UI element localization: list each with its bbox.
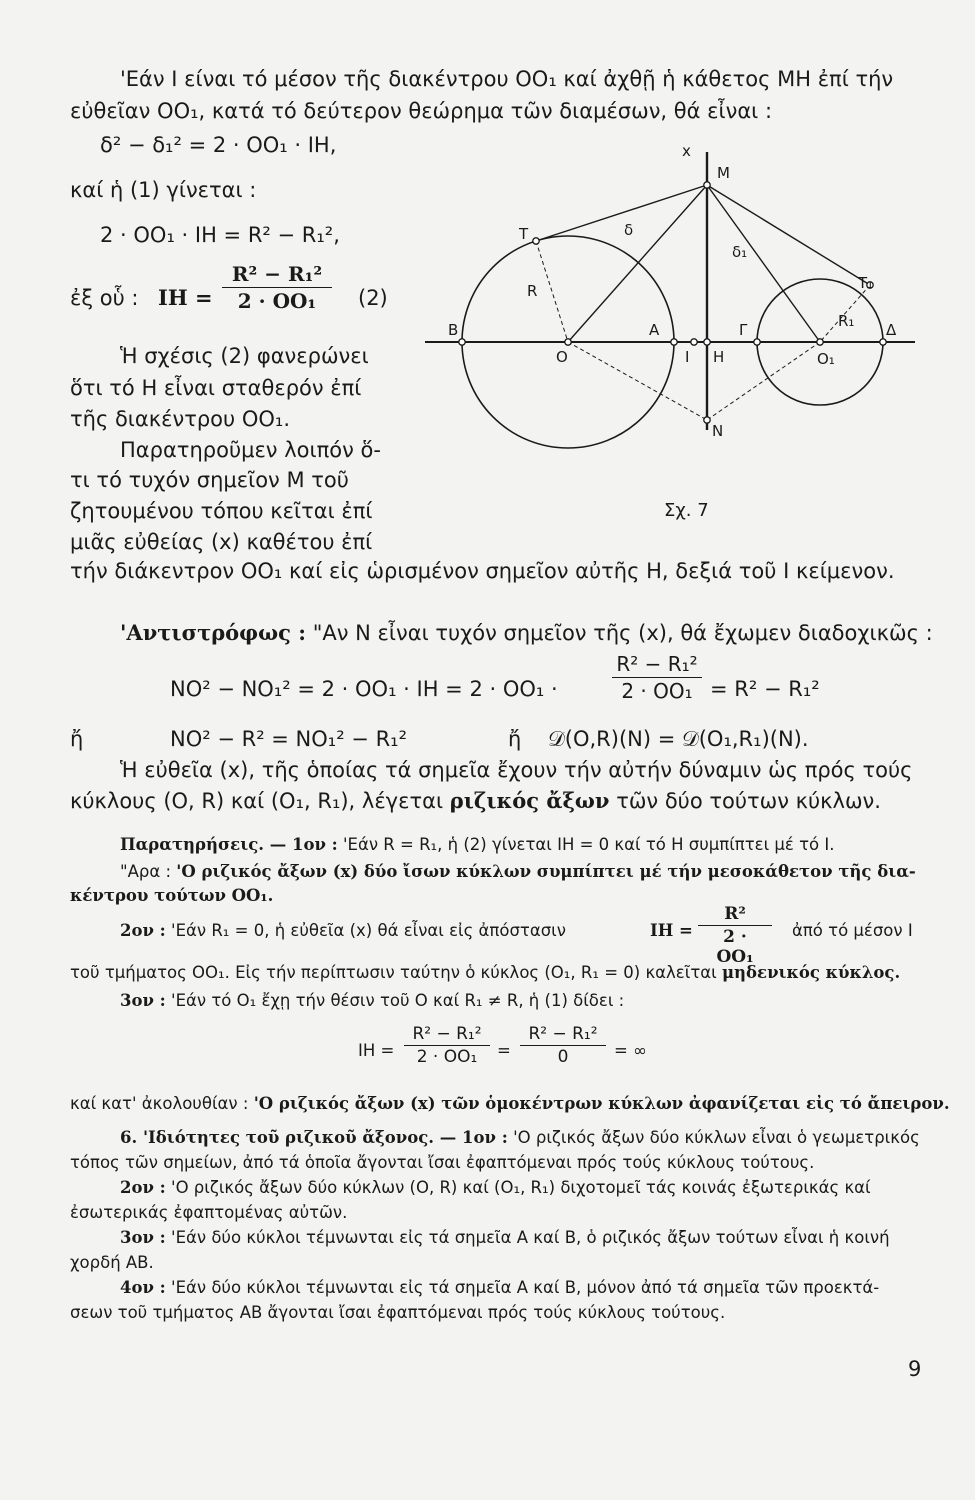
label-A: A: [649, 321, 660, 339]
equation-lhs: ΙΗ =: [158, 285, 213, 310]
equation-tag: (2): [358, 286, 388, 310]
fraction-bar: [222, 287, 332, 288]
equation: ΝΟ² − R² = ΝΟ₁² − R₁²: [170, 727, 408, 751]
point-N: [704, 417, 710, 423]
text-line: [70, 1093, 950, 1115]
fraction-denominator: 0: [557, 1047, 569, 1067]
fraction-numerator: R² − R₁²: [616, 652, 698, 676]
text-line: [120, 861, 916, 883]
fraction-numerator: R²: [724, 904, 746, 924]
equation-sign: =: [497, 1041, 511, 1060]
text-line: ἤ: [508, 727, 522, 751]
page-number: 9: [908, 1357, 922, 1381]
label-I: I: [685, 348, 690, 366]
label-O: O: [556, 348, 568, 366]
text-line: [120, 1177, 871, 1199]
text-line: τῆς διακέντρου ΟΟ₁.: [70, 407, 291, 431]
label-T: T: [519, 225, 529, 243]
fraction: [222, 262, 332, 313]
text-line: ἐξ οὗ :: [70, 286, 139, 310]
text-line: ἀπό τό μέσον Ι: [792, 921, 913, 940]
text-span: 'Ο ριζικός ἄξων δύο κύκλων (Ο, R) καί (Ο₁, R₁) διχοτομεῖ τάς κοινάς ἐξωτερικάς καί: [171, 1178, 871, 1197]
equation: = ∞: [614, 1041, 647, 1060]
text-line: [120, 1227, 890, 1249]
text-span: κύκλους (Ο, R) καί (Ο₁, R₁), λέγεται: [70, 789, 444, 813]
text-line: 'Εάν Ι είναι τό μέσον τῆς διακέντρου ΟΟ₁ καί ἀχθῇ ἡ κάθετος ΜΗ ἐπί τήν: [120, 67, 894, 91]
text-line: [120, 1127, 920, 1149]
text-line: εὐθεῖαν ΟΟ₁, κατά τό δεύτερον θεώρημα τῶν διαμέσων, θά εἶναι :: [70, 99, 773, 123]
point-D: [880, 339, 886, 345]
term-null-circle: μηδενικός κύκλος.: [721, 963, 901, 982]
fraction: [698, 904, 772, 967]
equation: ΝΟ² − ΝΟ₁² = 2 · ΟΟ₁ · ΙΗ = 2 · ΟΟ₁ ·: [170, 677, 558, 701]
text-line: καί ἡ (1) γίνεται :: [70, 178, 257, 202]
text-line: ἐσωτερικάς ἐφαπτομένας αὐτῶν.: [70, 1203, 348, 1222]
point-A: [671, 339, 677, 345]
fraction-denominator: 2 · ΟΟ₁: [621, 679, 693, 703]
text-line: τήν διάκεντρον ΟΟ₁ καί εἰς ὡρισμένον σημεῖον αὐτῆς Η, δεξιά τοῦ Ι κείμενον.: [70, 559, 895, 583]
text-line: ὅτι τό Η εἶναι σταθερόν ἐπί: [70, 376, 362, 400]
label-O1: O₁: [817, 350, 835, 368]
fraction-bar: [404, 1045, 490, 1046]
tangent-MT1: [707, 185, 870, 285]
text-line: Παρατηροῦμεν λοιπόν ὅ-: [120, 438, 381, 462]
point-T: [533, 238, 539, 244]
item-label: 2ον :: [120, 921, 166, 940]
point-M: [704, 182, 710, 188]
point-G: [754, 339, 760, 345]
item-label: 2ον :: [120, 1178, 166, 1197]
bold-statement: 'Ο ριζικός ἄξων (x) δύο ἴσων κύκλων συμπίπτει μέ τήν μεσοκάθετον τῆς δια-: [176, 862, 916, 881]
label-N: N: [712, 422, 724, 440]
label-R: R: [527, 282, 538, 300]
text-span: 'Εάν δύο κύκλοι τέμνωνται εἰς τά σημεῖα Α καί Β, ὁ ριζικός ἄξων τούτων εἶναι ἡ κοινή: [171, 1228, 890, 1247]
segment-MO1: [707, 185, 820, 342]
section-title: 6. 'Ιδιότητες τοῦ ριζικοῦ ἄξονος. — 1ον :: [120, 1128, 508, 1147]
text-line: [70, 788, 881, 814]
text-span: καί κατ' ἀκολουθίαν :: [70, 1094, 249, 1113]
section-title: Παρατηρήσεις. — 1ον :: [120, 835, 338, 854]
label-D: Δ: [886, 321, 897, 339]
label-T1: T₁: [858, 274, 874, 292]
text-span: τῶν δύο τούτων κύκλων.: [616, 789, 881, 813]
text-span: τοῦ τμήματος ΟΟ₁. Εἰς τήν περίπτωσιν ταύτην ὁ κύκλος (Ο₁, R₁ = 0) καλεῖται: [70, 963, 717, 982]
equation-lhs: ΙΗ =: [650, 921, 693, 940]
text-line: ζητουμένου τόπου κεῖται ἐπί: [70, 499, 373, 523]
radius-OT: [536, 241, 568, 342]
label-delta1: δ₁: [732, 243, 748, 261]
equation: δ² − δ₁² = 2 · ΟΟ₁ · ΙΗ,: [100, 133, 337, 157]
figure-caption: Σχ. 7: [664, 500, 709, 521]
label-R1: R₁: [838, 312, 855, 330]
text-line: [120, 990, 624, 1012]
text-line: [120, 834, 834, 856]
equation: 𝒟(O,R)(N) = 𝒟(O₁,R₁)(N).: [548, 727, 809, 751]
text-line: Ἡ σχέσις (2) φανερώνει: [120, 344, 369, 368]
equation: = R² − R₁²: [710, 677, 820, 701]
text-span: 'Εάν R₁ = 0, ἡ εὐθεῖα (x) θά εἶναι εἰς ἀπόστασιν: [171, 921, 566, 940]
text-line: [70, 962, 900, 984]
equation: 2 · ΟΟ₁ · ΙΗ = R² − R₁²,: [100, 223, 340, 247]
text-line: τόπος τῶν σημείων, ἀπό τά ὁποῖα ἄγονται ἴσαι ἐφαπτόμεναι πρός τούς κύκλους τούτους.: [70, 1153, 815, 1172]
text-line: ἤ: [70, 727, 84, 751]
section-title: 'Αντιστρόφως :: [120, 620, 307, 645]
term-radical-axis: ριζικός ἄξων: [449, 788, 610, 813]
label-delta: δ: [624, 221, 634, 239]
fraction: [520, 1024, 606, 1067]
label-B: B: [448, 321, 459, 339]
fraction-denominator: 2 · ΟΟ₁: [416, 1047, 478, 1067]
text-span: 'Εάν τό Ο₁ ἔχῃ τήν θέσιν τοῦ Ο καί R₁ ≠ R, ἡ (1) δίδει :: [171, 991, 625, 1010]
point-B: [459, 339, 465, 345]
fraction-bar: [698, 925, 772, 926]
text-span: "Αρα :: [120, 862, 172, 881]
label-M: M: [717, 164, 730, 182]
text-line: χορδή ΑΒ.: [70, 1253, 154, 1272]
geometry-figure: [420, 140, 920, 525]
text-line: μιᾶς εὐθείας (x) καθέτου ἐπί: [70, 530, 373, 554]
equation-lhs: ΙΗ =: [358, 1041, 395, 1060]
text-span: 'Ο ριζικός ἄξων δύο κύκλων εἶναι ὁ γεωμετρικός: [513, 1128, 920, 1147]
fraction-bar: [520, 1045, 606, 1046]
label-G: Γ: [739, 321, 748, 339]
label-x: x: [682, 142, 691, 160]
point-H: [704, 339, 710, 345]
text-span: 'Εάν δύο κύκλοι τέμνωνται εἰς τά σημεῖα Α καί Β, μόνον ἀπό τά σημεῖα τῶν προεκτά-: [171, 1278, 880, 1297]
text-line: [120, 620, 933, 646]
text-line: [120, 1277, 879, 1299]
point-O1: [817, 339, 823, 345]
item-label: 3ον :: [120, 1228, 166, 1247]
label-H: H: [713, 348, 725, 366]
text-line: σεων τοῦ τμήματος ΑΒ ἄγονται ἴσαι ἐφαπτόμεναι πρός τούς κύκλους τούτους.: [70, 1303, 726, 1322]
fraction-denominator: 2 · ΟΟ₁: [716, 927, 754, 967]
item-label: 3ον :: [120, 991, 166, 1010]
fraction-numerator: R² − R₁²: [231, 262, 323, 286]
text-line: [120, 920, 566, 942]
fraction: [612, 652, 702, 703]
item-label: 4ον :: [120, 1278, 166, 1297]
text-span: 'Εάν R = R₁, ἡ (2) γίνεται ΙΗ = 0 καί τό Η συμπίπτει μέ τό Ι.: [343, 835, 835, 854]
text-span: "Αν Ν εἶναι τυχόν σημεῖον τῆς (x), θά ἔχωμεν διαδοχικῶς :: [312, 621, 933, 645]
fraction-denominator: 2 · ΟΟ₁: [237, 289, 317, 313]
bold-statement: 'Ο ριζικός ἄξων (x) τῶν ὁμοκέντρων κύκλων ἀφανίζεται εἰς τό ἄπειρον.: [253, 1094, 950, 1113]
fraction-numerator: R² − R₁²: [528, 1024, 598, 1044]
fraction-numerator: R² − R₁²: [412, 1024, 482, 1044]
point-I: [691, 339, 697, 345]
fraction: [404, 1024, 490, 1067]
segment-MO: [568, 185, 707, 342]
text-line: τι τό τυχόν σημεῖον Μ τοῦ: [70, 468, 349, 492]
text-line: Ἡ εὐθεῖα (x), τῆς ὁποίας τά σημεῖα ἔχουν τήν αὐτήν δύναμιν ὡς πρός τούς: [120, 758, 913, 782]
fraction-bar: [612, 677, 702, 678]
point-O: [565, 339, 571, 345]
bold-statement: κέντρου τούτων ΟΟ₁.: [70, 886, 274, 905]
